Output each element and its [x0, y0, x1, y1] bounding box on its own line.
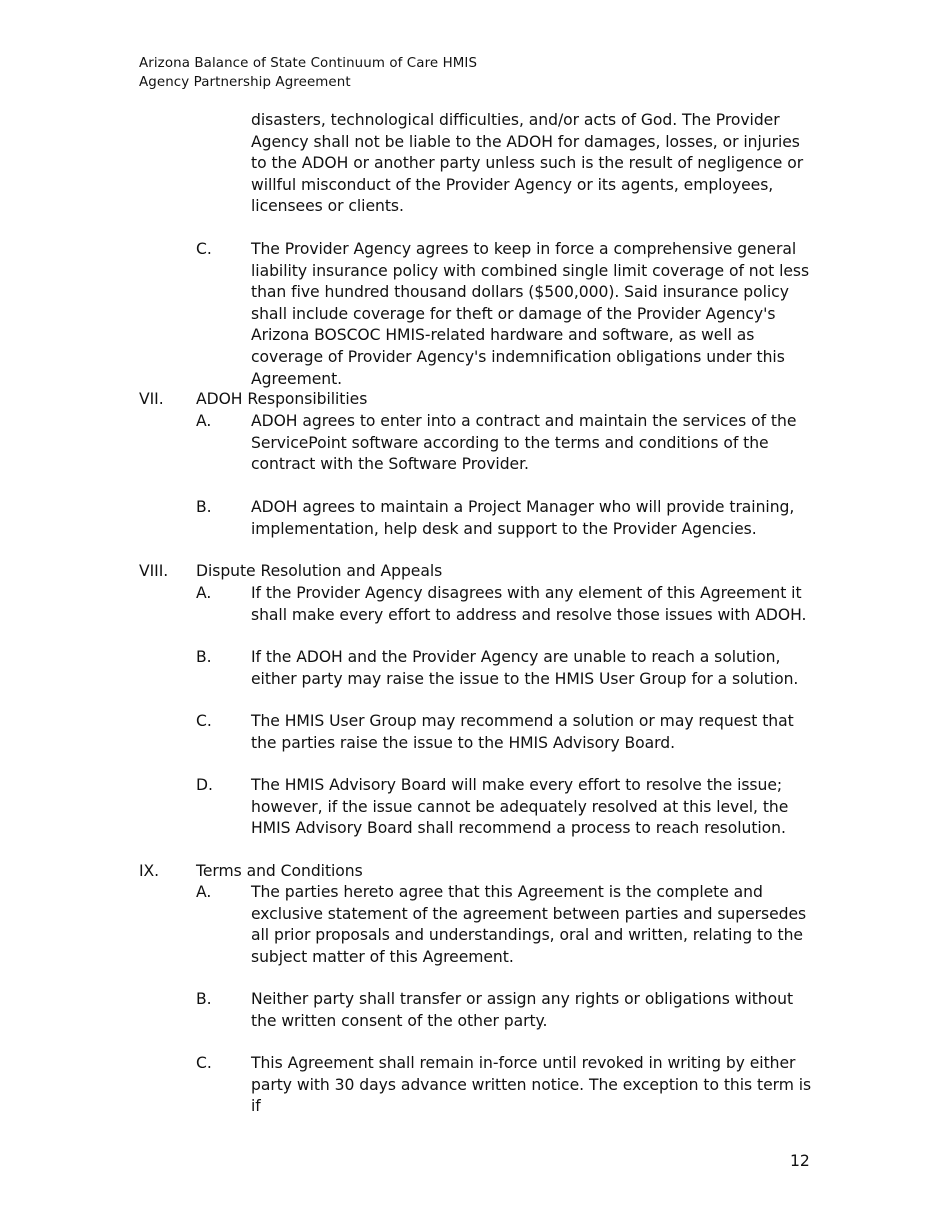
header-title: Arizona Balance of State Continuum of Care HMIS: [139, 56, 478, 71]
item-letter: A.: [196, 412, 212, 430]
item-paragraph: ADOH agrees to maintain a Project Manager who will provide training, implementation, help desk and support to the Provider Agencies.: [251, 498, 795, 538]
item-letter: B.: [196, 498, 212, 516]
item-letter: D.: [196, 776, 213, 794]
item-paragraph: Neither party shall transfer or assign any rights or obligations without the written consent of the other party.: [251, 990, 794, 1030]
item-letter: C.: [196, 1054, 212, 1072]
section-numeral: IX.: [139, 862, 160, 880]
item-paragraph: The HMIS Advisory Board will make every effort to resolve the issue; however, if the issue cannot be adequately resolved at this level, the HMIS Advisory Board shall recommend a process to reach resolution.: [251, 776, 789, 838]
section-numeral: VII.: [139, 390, 164, 408]
section-title: Dispute Resolution and Appeals: [196, 562, 443, 580]
item-letter: C.: [196, 240, 212, 258]
item-paragraph: If the ADOH and the Provider Agency are unable to reach a solution, either party may raise the issue to the HMIS User Group for a solution.: [251, 648, 799, 688]
page-header: [139, 55, 477, 92]
item-paragraph: The Provider Agency agrees to keep in force a comprehensive general liability insurance policy with combined single limit coverage of not less than five hundred thousand dollars ($500,000). Said insurance policy shall include coverage for theft or damage of the Provider Agency's Arizona BOSCOC HMIS-related hardware and software, as well as coverage of Provider Agency's indemnification obligations under this Agreement.: [251, 240, 810, 388]
item-paragraph: This Agreement shall remain in-force until revoked in writing by either party with 30 days advance written notice. The exception to this term is if: [251, 1054, 812, 1116]
item-letter: C.: [196, 712, 212, 730]
continuation-paragraph: disasters, technological difficulties, and/or acts of God. The Provider Agency shall not be liable to the ADOH for damages, losses, or injuries to the ADOH or another party unless such is the result of negligence or willful misconduct of the Provider Agency or its agents, employees, licensees or clients.: [251, 111, 804, 216]
item-paragraph: ADOH agrees to enter into a contract and maintain the services of the ServicePoint software according to the terms and conditions of the contract with the Software Provider.: [251, 412, 797, 474]
section-title: Terms and Conditions: [196, 862, 363, 880]
item-letter: A.: [196, 584, 212, 602]
item-paragraph: The HMIS User Group may recommend a solution or may request that the parties raise the issue to the HMIS Advisory Board.: [251, 712, 794, 752]
item-letter: A.: [196, 883, 212, 901]
item-paragraph: The parties hereto agree that this Agreement is the complete and exclusive statement of the agreement between parties and supersedes all prior proposals and understandings, oral and written, relating to the subject matter of this Agreement.: [251, 883, 807, 966]
header-subtitle: Agency Partnership Agreement: [139, 74, 351, 90]
item-paragraph: If the Provider Agency disagrees with any element of this Agreement it shall make every effort to address and resolve those issues with ADOH.: [251, 584, 807, 624]
item-letter: B.: [196, 990, 212, 1008]
page-number: 12: [790, 1152, 810, 1170]
section-numeral: VIII.: [139, 562, 169, 580]
section-title: ADOH Responsibilities: [196, 390, 368, 408]
item-letter: B.: [196, 648, 212, 666]
